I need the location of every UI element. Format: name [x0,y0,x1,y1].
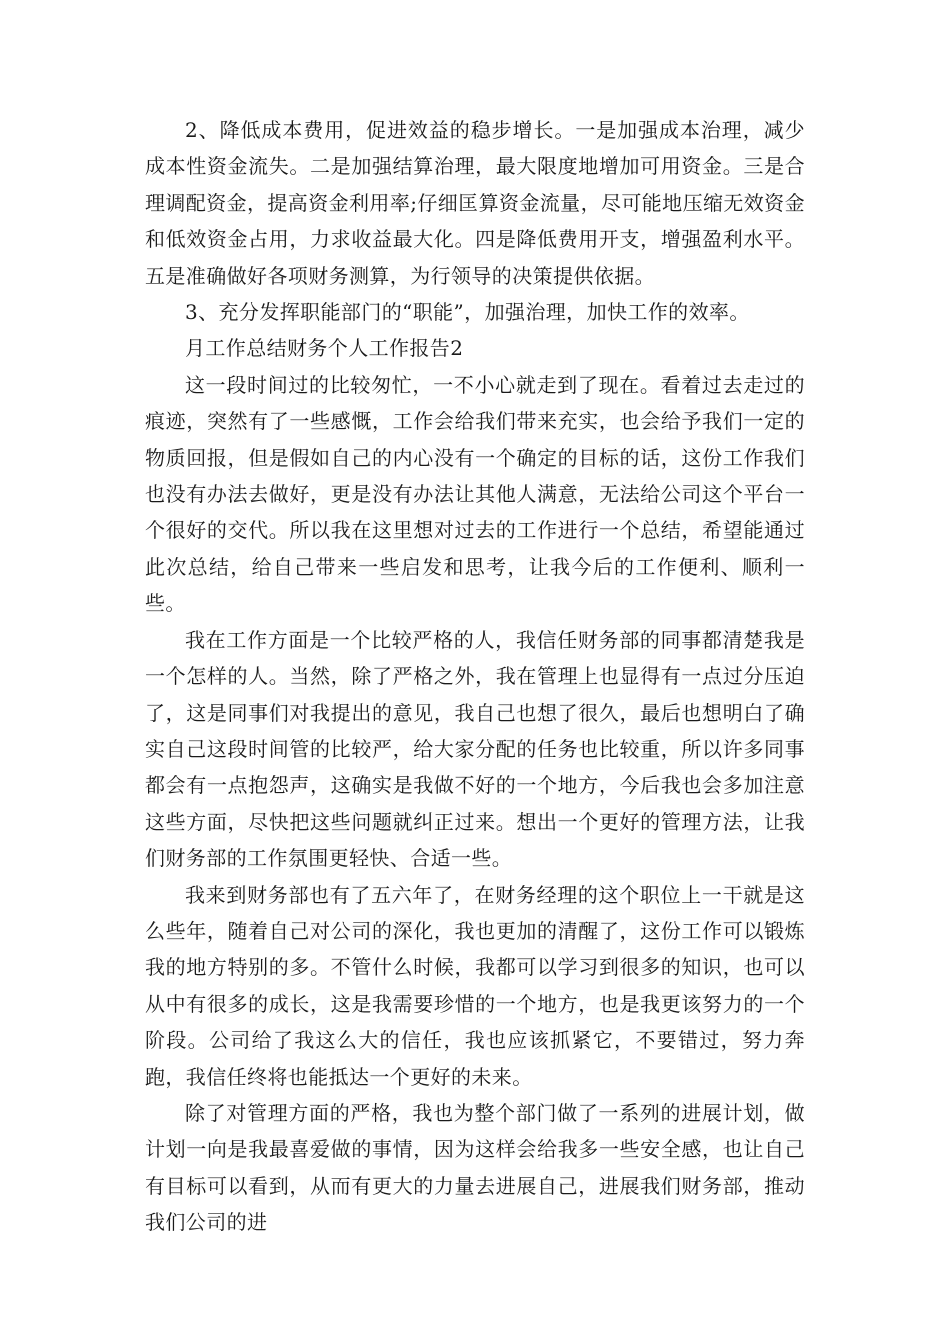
section-title: 月工作总结财务个人工作报告2 [185,336,464,361]
paragraph-cost-reduction: 2、降低成本费用，促进效益的稳步增长。一是加强成本治理，减少成本性资金流失。二是加强结算治理，最大限度地增加可用资金。三是合理调配资金，提高资金利用率;仔细匡算资金流量，尽可能地压缩无效资金和低效资金占用，力求收益最大化。四是降低费用开支，增强盈利水平。五是准确做好各项财务测算，为行领导的决策提供依据。 [145,118,805,288]
paragraph-introduction: 这一段时间过的比较匆忙，一不小心就走到了现在。看着过去走过的痕迹，突然有了一些感慨，工作会给我们带来充实，也会给予我们一定的物质回报，但是假如自己的内心没有一个确定的目标的话，这份工作我们也没有办法去做好，更是没有办法让其他人满意，无法给公司这个平台一个很好的交代。所以我在这里想对过去的工作进行一个总结，希望能通过此次总结，给自己带来一些启发和思考，让我今后的工作便利、顺利一些。 [145,372,805,616]
paragraph-career-growth: 我来到财务部也有了五六年了，在财务经理的这个职位上一干就是这么些年，随着自己对公司的深化，我也更加的清醒了，这份工作可以锻炼我的地方特别的多。不管什么时候，我都可以学习到很多的知识，也可以从中有很多的成长，这是我需要珍惜的一个地方，也是我更该努力的一个阶段。公司给了我这么大的信任，我也应该抓紧它，不要错过，努力奔跑，我信任终将也能抵达一个更好的未来。 [145,882,805,1089]
paragraph-management-style: 我在工作方面是一个比较严格的人，我信任财务部的同事都清楚我是一个怎样的人。当然，除了严格之外，我在管理上也显得有一点过分压迫了，这是同事们对我提出的意见，我自己也想了很久，最后也想明白了确实自己这段时间管的比较严，给大家分配的任务也比较重，所以许多同事都会有一点抱怨声，这确实是我做不好的一个地方，今后我也会多加注意这些方面，尽快把这些问题就纠正过来。想出一个更好的管理方法，让我们财务部的工作氛围更轻快、合适一些。 [145,627,805,871]
document-body [145,112,805,1241]
paragraph-department-plans: 除了对管理方面的严格，我也为整个部门做了一系列的进展计划，做计划一向是我最喜爱做的事情，因为这样会给我多一些安全感，也让自己有目标可以看到，从而有更大的力量去进展自己，进展我们财务部，推动我们公司的进 [145,1100,805,1235]
paragraph-functional-departments: 3、充分发挥职能部门的“职能”，加强治理，加快工作的效率。 [185,300,750,325]
